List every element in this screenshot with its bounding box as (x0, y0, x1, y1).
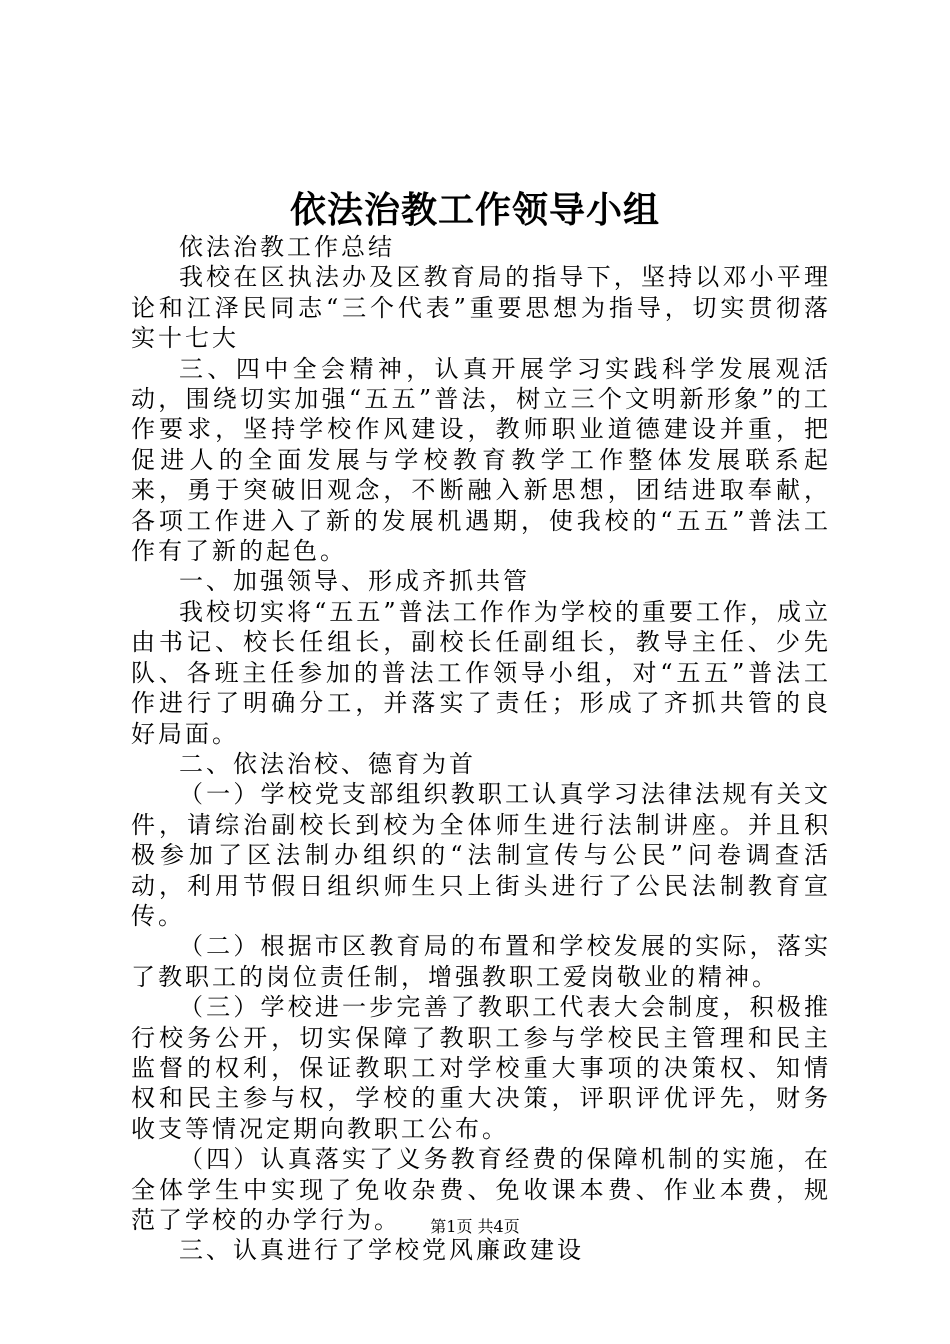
paragraph: 三、认真进行了学校党风廉政建设 (179, 1236, 584, 1265)
document-title: 依法治教工作领导小组 (289, 189, 660, 231)
paragraph: 依法治教工作总结 (179, 233, 395, 261)
paragraph: 一、加强领导、形成齐抓共管 (179, 567, 530, 596)
paragraph: 三、四中全会精神，认真开展学习实践科学发展观活动，围绕切实加强“五五”普法，树立三个文明新形象”的工作要求，坚持学校作风建设，教师职业道德建设并重，把促进人的全面发展与学校教育教学工作整体发展联系起来，勇于突破旧观念，不断融入新思想，团结进取奉献，各项工作进入了新的发展机遇期，使我校的“五五”普法工作有了新的起色。 (131, 354, 831, 566)
paragraph: （四）认真落实了义务教育经费的保障机制的实施，在全体学生中实现了免收杂费、免收课本费、作业本费，规范了学校的办学行为。 (131, 1145, 831, 1234)
document-body (131, 232, 831, 1266)
paragraph: （一）学校党支部组织教职工认真学习法律法规有关文件，请综治副校长到校为全体师生进行法制讲座。并且积极参加了区法制办组织的“法制宣传与公民”问卷调查活动，利用节假日组织师生只上街头进行了公民法制教育宣传。 (131, 780, 831, 930)
paragraph: 我校在区执法办及区教育局的指导下，坚持以邓小平理论和江泽民同志“三个代表”重要思想为指导，切实贯彻落实十七大 (131, 263, 831, 353)
paragraph: （二）根据市区教育局的布置和学校发展的实际，落实了教职工的岗位责任制，增强教职工爱岗敬业的精神。 (131, 932, 831, 991)
paragraph: （三）学校进一步完善了教职工代表大会制度，积极推行校务公开，切实保障了教职工参与学校民主管理和民主监督的权利，保证教职工对学校重大事项的决策权、知情权和民主参与权，学校的重大决策，评职评优评先，财务收支等情况定期向教职工公布。 (131, 993, 831, 1143)
paragraph: 我校切实将“五五”普法工作作为学校的重要工作，成立由书记、校长任组长，副校长任副组长，教导主任、少先队、各班主任参加的普法工作领导小组，对“五五”普法工作进行了明确分工，并落实了责任；形成了齐抓共管的良好局面。 (131, 597, 831, 748)
paragraph: 二、依法治校、德育为首 (179, 749, 476, 778)
page-number: 第1页 共4页 (430, 1217, 520, 1236)
